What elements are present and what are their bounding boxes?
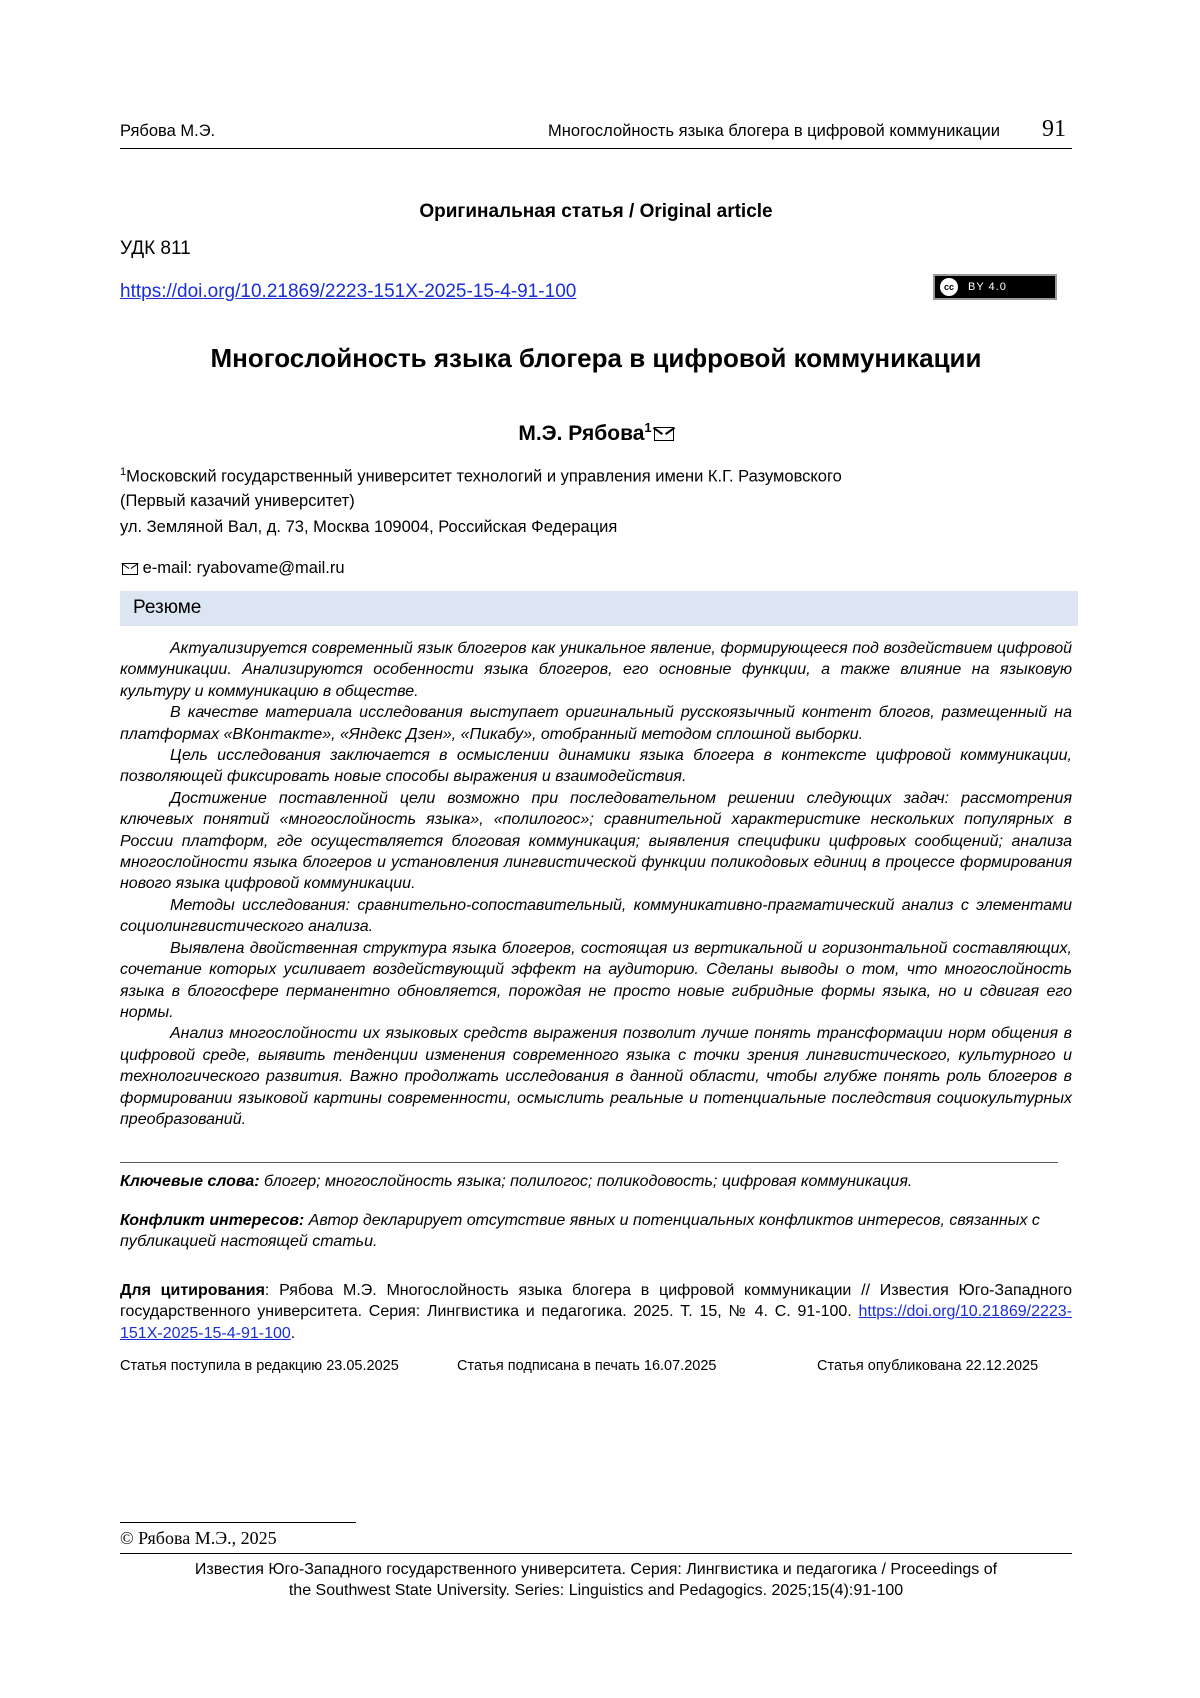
envelope-icon[interactable] <box>654 427 674 441</box>
affiliation-address: ул. Земляной Вал, д. 73, Москва 109004, Российская Федерация <box>120 518 618 536</box>
author-affil-sup: 1 <box>644 420 652 435</box>
abstract-divider <box>120 1162 1058 1163</box>
affiliation-line-2: (Первый казачий университет) <box>120 492 355 510</box>
page-number: 91 <box>1042 116 1066 142</box>
cc-license-label: BY 4.0 <box>968 281 1007 293</box>
doi-link[interactable]: https://doi.org/10.21869/2223-151X-2025-15-4-91-100 <box>120 281 577 302</box>
conflict-text: Автор декларирует отсутствие явных и потенциальных конфликтов интересов, связанных с публикацией настоящей статьи. <box>120 1212 1040 1251</box>
article-type: Оригинальная статья / Original article <box>419 201 773 222</box>
abstract-paragraph: Актуализируется современный язык блогеров как уникальное явление, формирующееся под воздействием цифровой коммуникации. Анализируются особенности языка блогеров, его основные функции, а также влияние на языковую культуру и коммуникацию в обществе. <box>120 640 1072 700</box>
cc-icon: cc <box>938 276 960 298</box>
author-line <box>120 420 1072 446</box>
keywords-label: Ключевые слова: <box>120 1173 260 1190</box>
udk: УДК 811 <box>120 238 191 259</box>
article-title: Многослойность языка блогера в цифровой коммуникации <box>210 343 982 373</box>
email-line <box>120 559 345 578</box>
date-signed: Статья подписана в печать 16.07.2025 <box>457 1358 717 1374</box>
keywords <box>120 1173 1072 1191</box>
resume-heading: Резюме <box>133 597 202 618</box>
running-header <box>120 118 1072 149</box>
author-name: М.Э. Рябова <box>518 422 645 445</box>
abstract-paragraph: Анализ многослойности их языковых средств выражения позволит лучше понять трансформации норм общения в цифровой среде, выявить тенденции изменения современного языка с точки зрения лингвистического, культурного и технологического развития. Важно продолжать исследования в данной области, чтобы глубже понять роль блогеров в формировании языковой картины современности, осмыслить реальные и потенциальные последствия социокультурных преобразований. <box>120 1025 1072 1128</box>
citation-text: : Рябова М.Э. Многослойность языка блогера в цифровой коммуникации // Известия Юго-Западного государственного университета. Серия: Лингвистика и педагогика. 2025. Т. 15, № 4. С. 91-100. <box>120 1282 1073 1321</box>
conflict-of-interest <box>120 1210 1072 1253</box>
header-running-title: Многослойность языка блогера в цифровой коммуникации <box>548 122 1000 140</box>
affiliation-line-1 <box>120 466 842 487</box>
abstract-paragraph: Выявлена двойственная структура языка блогеров, состоящая из вертикальной и горизонтальной составляющих, сочетание которых усиливает воздействующий эффект на аудиторию. Сделаны выводы о том, что многослойность языка в блогосфере перманентно обновляется, порождая не просто новые гибридные формы языка, но и сдвигая его нормы. <box>120 939 1072 1021</box>
resume-section-header <box>120 591 1078 626</box>
citation-label: Для цитирования <box>120 1282 265 1299</box>
citation <box>120 1280 1072 1344</box>
abstract-paragraph: В качестве материала исследования выступает оригинальный русскоязычный контент блогов, размещенный на платформах «ВКонтакте», «Яндекс Дзен», «Пикабу», отобранный методом сплошной выборки. <box>120 704 1072 743</box>
envelope-icon <box>122 563 138 575</box>
citation-doi-link[interactable]: https://doi.org/10.21869/2223-151X-2025-15-4-91-100 <box>120 1303 1072 1342</box>
citation-end: . <box>290 1324 296 1342</box>
date-received: Статья поступила в редакцию 23.05.2025 <box>120 1358 399 1374</box>
affiliation-sup: 1 <box>120 466 127 478</box>
abstract <box>120 638 1072 1130</box>
footer-line-2: the Southwest State University. Series: Linguistics and Pedagogics. 2025;15(4):91-100 <box>288 1582 904 1599</box>
cc-license-badge[interactable] <box>933 274 1057 300</box>
abstract-paragraph: Цель исследования заключается в осмыслении динамики языка блогера в контексте цифровой коммуникации, позволяющей фиксировать новые способы выражения и взаимодействия. <box>120 747 1072 786</box>
journal-footer <box>120 1559 1072 1601</box>
conflict-label: Конфликт интересов: <box>120 1212 305 1229</box>
footer-line-1: Известия Юго-Западного государственного университета. Серия: Лингвистика и педагогика / Proceedings of <box>194 1561 998 1578</box>
copyright: © Рябова М.Э., 2025 <box>120 1528 277 1548</box>
affiliation-name: Московский государственный университет технологий и управления имени К.Г. Разумовского <box>126 467 842 486</box>
copyright-divider <box>120 1522 356 1523</box>
header-author: Рябова М.Э. <box>120 122 216 140</box>
abstract-paragraph: Достижение поставленной цели возможно при последовательном решении следующих задач: рассмотрения ключевых понятий «многослойность языка», «полилогос»; сравнительной характеристике нескольких популярных в России платформ, где осуществляется блоговая коммуникация; выявления специфики цифровых сообщений; анализа многослойности языка блогеров и установления лингвистической функции поликодовых единиц в процессе формирования нового языка цифровой коммуникации. <box>120 789 1072 893</box>
keywords-text: блогер; многослойность языка; полилогос; поликодовость; цифровая коммуникация. <box>259 1173 913 1190</box>
abstract-paragraph: Методы исследования: сравнительно-сопоставительный, коммуникативно-прагматический анализ с элементами социолингвистического анализа. <box>120 896 1072 936</box>
email-text[interactable]: e-mail: ryabovame@mail.ru <box>142 559 345 577</box>
date-published: Статья опубликована 22.12.2025 <box>817 1358 1039 1374</box>
footer-divider <box>120 1553 1072 1554</box>
